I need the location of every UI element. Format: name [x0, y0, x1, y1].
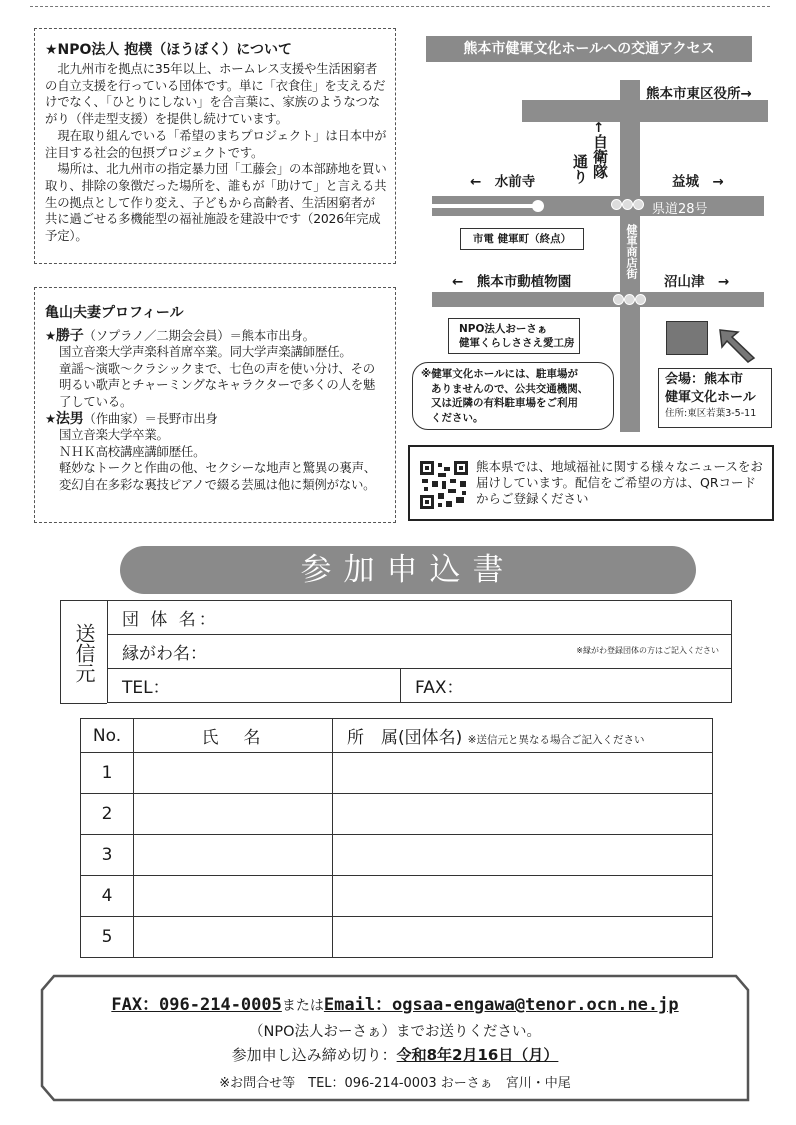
contact-deadline-line	[40, 1044, 750, 1065]
row-no: 2	[81, 794, 134, 835]
contact-email[interactable]: Email：ogsaa-engawa@tenor.ocn.ne.jp	[323, 995, 679, 1015]
road-lower-horizontal	[432, 292, 764, 307]
npo-osaa-box	[448, 318, 580, 354]
label-jieitai: 自衛隊	[591, 134, 609, 179]
sender-table	[107, 600, 732, 703]
group-name-field[interactable]	[108, 601, 732, 635]
norio-role: （作曲家）＝長野市出身	[83, 411, 218, 427]
katsuko-line-1: 国立音楽大学声楽科首席卒業。同大学声楽講師歴任。	[59, 344, 352, 360]
contact-or: または	[281, 998, 324, 1014]
top-divider	[30, 6, 770, 7]
participants-header	[81, 719, 713, 753]
norio-name: 法男	[55, 411, 84, 428]
parking-note	[412, 362, 614, 430]
label-route28: 県道28号	[652, 202, 708, 217]
signal-4	[613, 294, 624, 305]
sender-section	[60, 600, 732, 704]
name-cell[interactable]	[134, 794, 333, 835]
table-row	[81, 753, 713, 794]
npo-about-box	[34, 28, 396, 264]
tel-label: TEL：	[122, 678, 170, 698]
fax-field[interactable]	[401, 669, 732, 703]
katsuko-name: 勝子	[55, 328, 84, 344]
name-cell[interactable]	[134, 835, 333, 876]
venue-name: 健軍文化ホール	[665, 390, 756, 405]
signal-6	[635, 294, 646, 305]
tram-line	[432, 204, 538, 208]
venue-arrow-icon	[716, 326, 758, 364]
contact-inquiry: ※お問合せ等 TEL：096-214-0003 おーさぁ 宮川・中尾	[219, 1076, 571, 1091]
label-dori: 通り	[571, 154, 589, 184]
label-city-office: 熊本市東区役所→	[646, 86, 752, 102]
label-tram-stop: 市電 健軍町（終点）	[460, 228, 584, 250]
table-row	[81, 917, 713, 958]
parking-note-2: ありませんので、公共交通機関、	[431, 382, 589, 395]
engawa-name-field[interactable]	[108, 635, 732, 669]
npo-osaa-line-1: NPO法人おーさぁ	[459, 323, 548, 335]
profile-heading: 亀山夫妻プロフィール	[45, 305, 184, 321]
contact-fax[interactable]: FAX：096-214-0005	[111, 995, 282, 1015]
col-no: No.	[81, 719, 134, 753]
col-affiliation	[333, 719, 713, 753]
participants-table	[80, 718, 713, 958]
affiliation-cell[interactable]	[333, 917, 713, 958]
access-map	[412, 28, 774, 438]
venue-address: 住所:東区若葉3-5-11	[665, 408, 757, 419]
qr-box	[408, 445, 774, 521]
engawa-name-label: 縁がわ名：	[122, 644, 207, 664]
qr-text: 熊本県では、地域福祉に関する様々なニュースをお届けしています。配信をご希望の方は、QRコードからご登録ください	[476, 459, 763, 506]
table-row	[81, 876, 713, 917]
venue-building	[666, 321, 708, 355]
engawa-note: ※縁がわ登録団体の方はご記入ください	[576, 646, 719, 655]
signal-1	[611, 199, 622, 210]
venue-box	[658, 368, 772, 428]
label-mizumaeji: ← 水前寺	[470, 174, 536, 190]
affiliation-cell[interactable]	[333, 794, 713, 835]
row-no: 5	[81, 917, 134, 958]
npo-paragraph-3: 場所は、北九州市の指定暴力団「工藤会」の本部跡地を買い取り、排除の象徴だった場所を、誰もが「助けて」と言える共生の拠点として作り変え、子どもから高齢者、生活困窮者が共に過ごせる多機能型の福祉施設を建設中です（2026年完成予定）。	[45, 161, 387, 244]
katsuko-role: （ソプラノ／二期会会員）＝熊本市出身。	[83, 328, 315, 343]
label-zoo: ← 熊本市動植物園	[452, 274, 572, 290]
profile-katsuko: ★勝子（ソプラノ／二期会会員）＝熊本市出身。 国立音楽大学声楽科首席卒業。同大学声楽講師歴任。 童謡～演歌～クラシックまで、七色の声を使い分け、その明るい歌声とチャーミングなキャラクターで多くの人を魅了している。	[45, 328, 387, 410]
contact-box	[40, 974, 750, 1102]
col-name: 氏 名	[134, 719, 333, 753]
venue-label: 会場：熊本市	[665, 372, 744, 387]
table-row	[81, 835, 713, 876]
row-no: 4	[81, 876, 134, 917]
norio-line-3: 軽妙なトークと作曲の他、セクシーな地声と驚異の裏声、変幻自在多彩な裏技ピアノで綴る芸風は他に類例がない。	[59, 460, 376, 492]
name-cell[interactable]	[134, 917, 333, 958]
label-mashiki: 益城 →	[672, 174, 724, 190]
affiliation-cell[interactable]	[333, 753, 713, 794]
qr-code-icon	[420, 461, 468, 509]
contact-line-1	[40, 990, 750, 1015]
tram-terminal-dot	[532, 200, 544, 212]
name-cell[interactable]	[134, 876, 333, 917]
group-name-label: 団 体 名：	[122, 610, 219, 630]
label-shotengai: 健軍商店街	[625, 224, 638, 279]
contact-deadline-label: 参加申し込み締め切り：	[231, 1046, 397, 1064]
signal-3	[633, 199, 644, 210]
signal-2	[622, 199, 633, 210]
name-cell[interactable]	[134, 753, 333, 794]
npo-osaa-line-2: 健軍くらしささえ愛工房	[459, 337, 575, 349]
col-affiliation-note: ※送信元と異なる場合ご記入ください	[467, 734, 645, 746]
application-form-title: 参加申込書	[120, 546, 696, 594]
npo-paragraph-2: 現在取り組んでいる「希望のまちプロジェクト」は日本中が注目する社会的包摂プロジェクトです。	[45, 127, 387, 160]
table-row	[81, 794, 713, 835]
label-jieitai-arrow: ↑	[593, 120, 605, 136]
signal-5	[624, 294, 635, 305]
col-affiliation-label: 所 属(団体名)	[347, 728, 463, 748]
affiliation-cell[interactable]	[333, 835, 713, 876]
access-title: 熊本市健軍文化ホールへの交通アクセス	[426, 36, 752, 62]
npo-heading: ★NPO法人 抱樸（ほうぼく）について	[45, 42, 293, 58]
npo-paragraph-1: 北九州市を拠点に35年以上、ホームレス支援や生活困窮者の自立支援を行っている団体です。単に「衣食住」を支えるだけでなく、「ひとりにしない」を合言葉に、家族のようなつながり（伴走型支援）を提供し続けています。	[45, 61, 386, 127]
label-numayamazu: 沼山津 →	[664, 274, 730, 290]
sender-label-text: 送信元	[72, 623, 96, 683]
row-no: 3	[81, 835, 134, 876]
sender-label	[60, 600, 107, 704]
contact-send-to: （NPO法人おーさぁ）までお送りください。	[248, 1024, 541, 1040]
tel-field[interactable]	[108, 669, 401, 703]
katsuko-line-2: 童謡～演歌～クラシックまで、七色の声を使い分け、その明るい歌声とチャーミングなキャラクターで多くの人を魅了している。	[59, 360, 376, 409]
parking-note-3: 又は近隣の有料駐車場をご利用	[431, 397, 578, 409]
norio-line-2: ＮＨＫ高校講座講師歴任。	[59, 443, 206, 459]
parking-note-4: ください。	[431, 411, 484, 424]
norio-line-1: 国立音楽大学卒業。	[59, 427, 169, 443]
contact-deadline: 令和8年2月16日（月）	[396, 1046, 559, 1064]
parking-note-1: ※健軍文化ホールには、駐車場が	[421, 368, 578, 380]
row-no: 1	[81, 753, 134, 794]
profile-box	[34, 287, 396, 523]
fax-label: FAX：	[415, 678, 464, 698]
profile-norio: ★法男（作曲家）＝長野市出身 国立音楽大学卒業。 ＮＨＫ高校講座講師歴任。 軽妙なトークと作曲の他、セクシーな地声と驚異の裏声、変幻自在多彩な裏技ピアノで綴る芸風は他に類例がない。	[45, 411, 387, 493]
affiliation-cell[interactable]	[333, 876, 713, 917]
road-top-horizontal	[522, 100, 768, 122]
